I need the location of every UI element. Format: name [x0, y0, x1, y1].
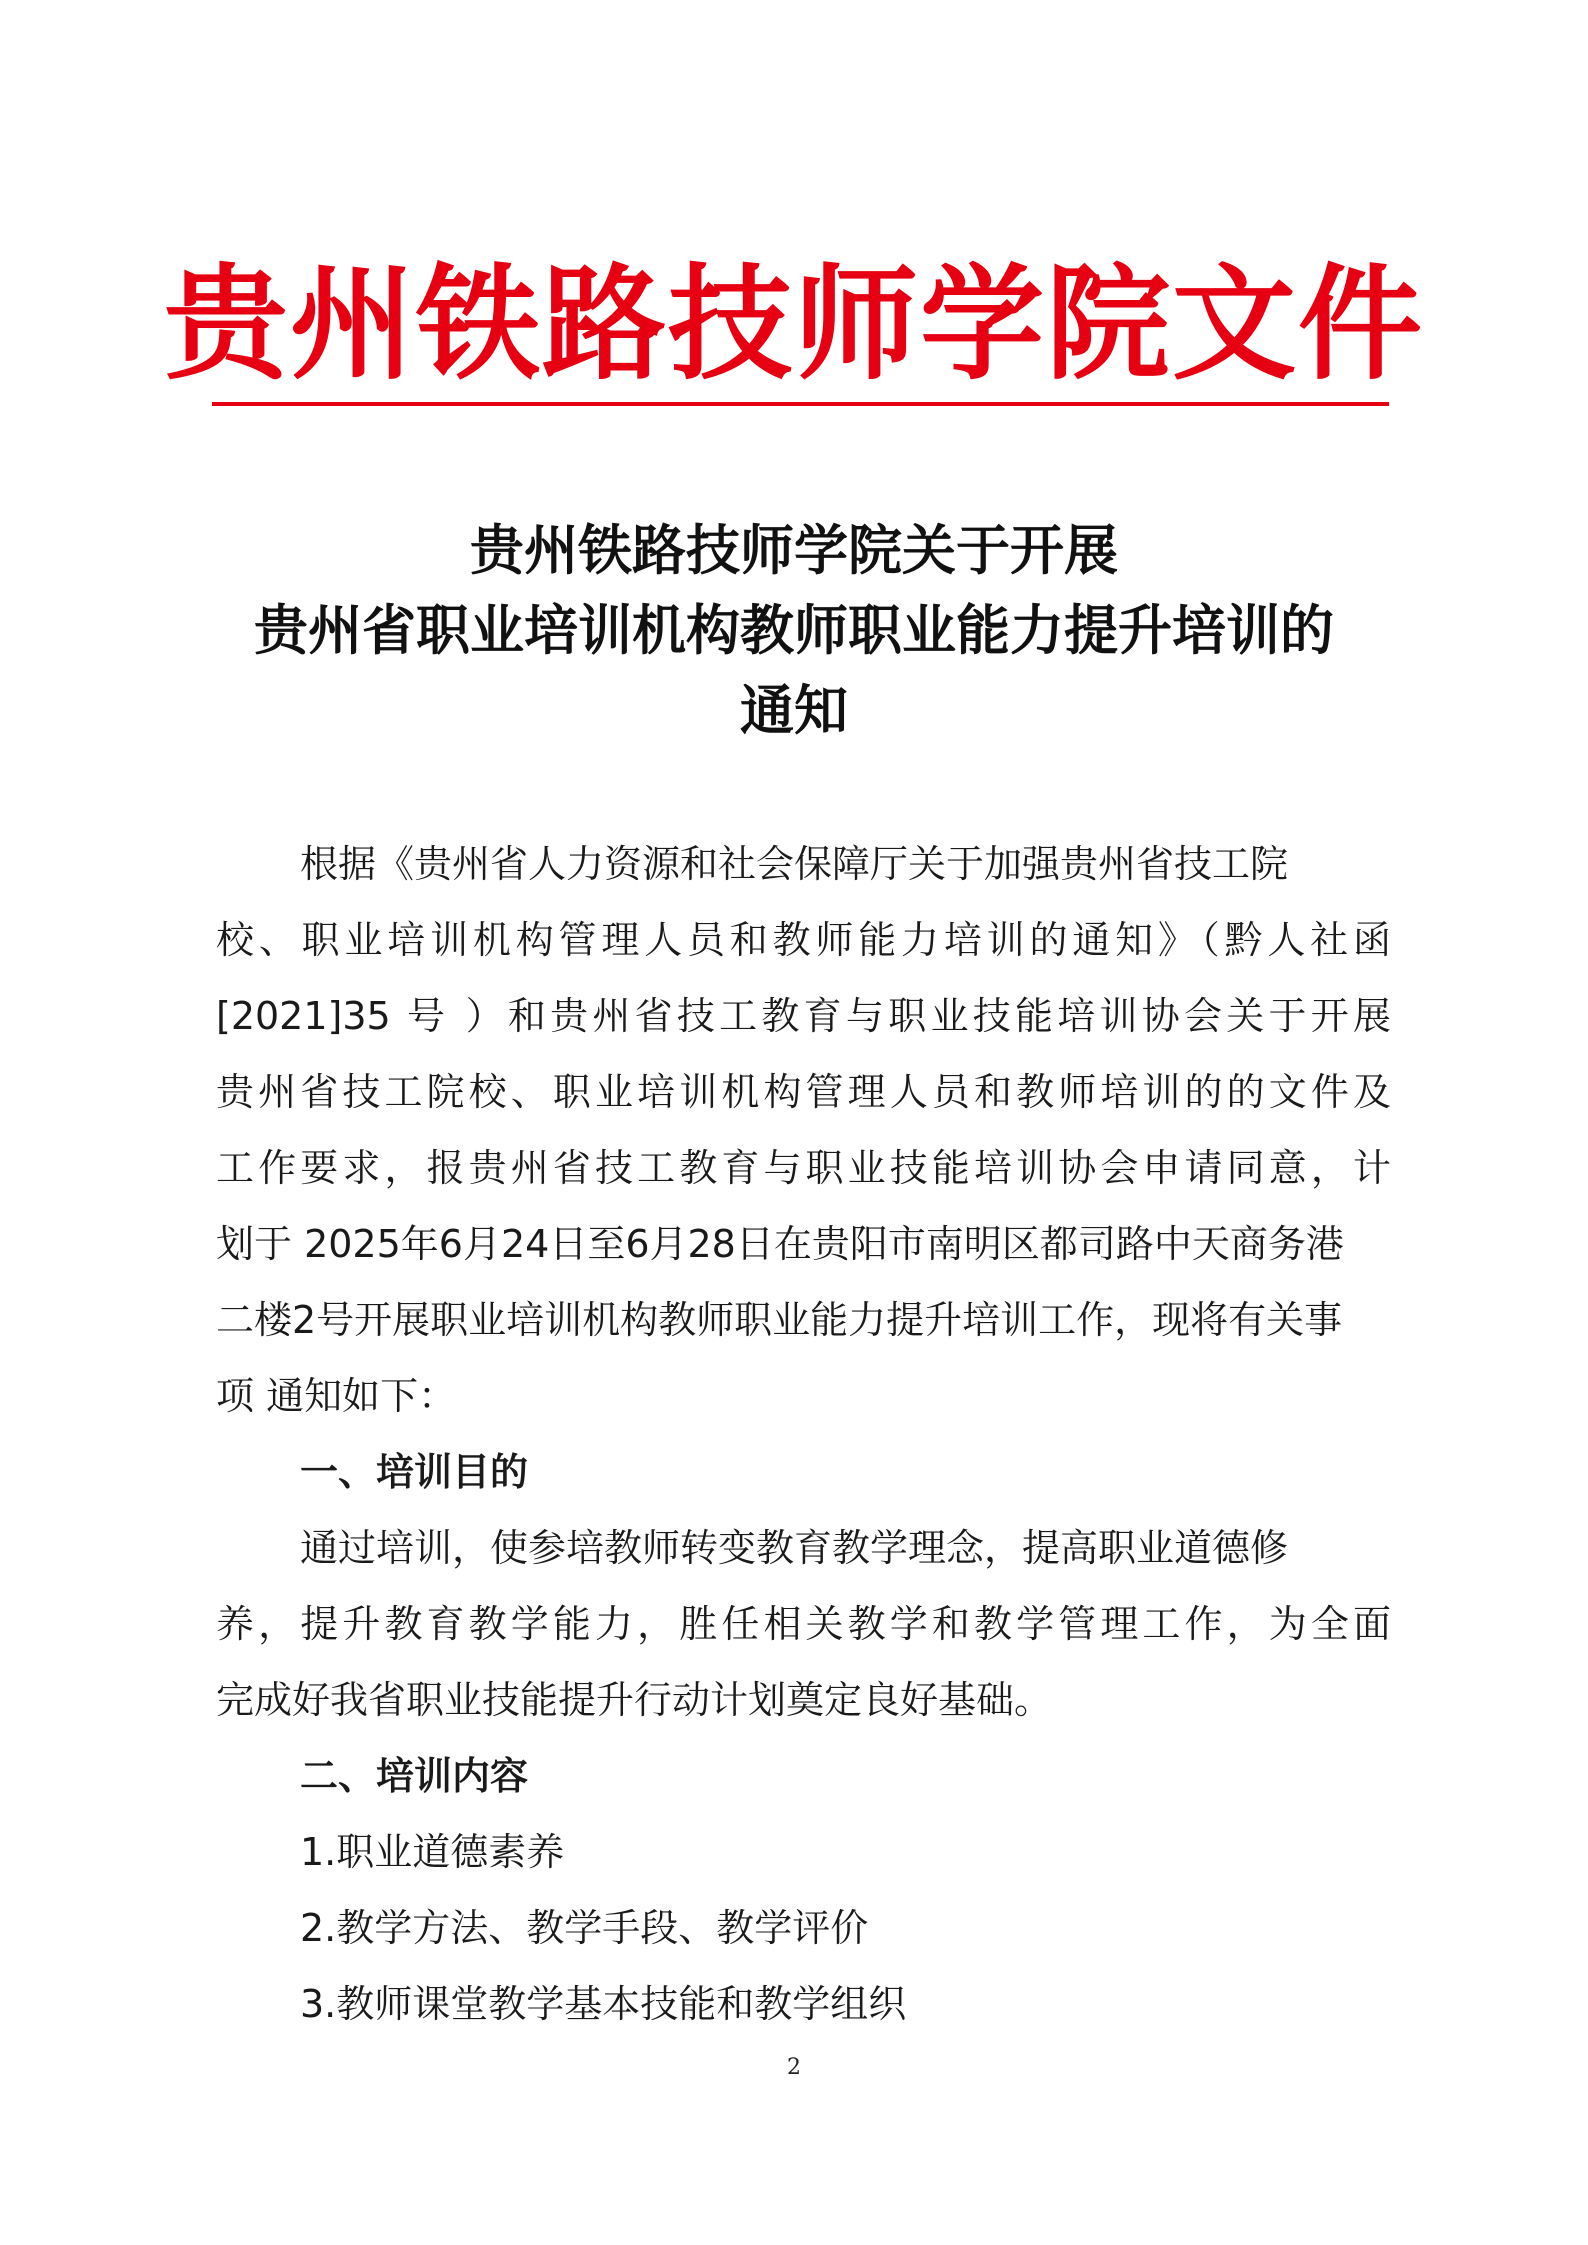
page-number: 2: [787, 2055, 801, 2080]
intro-line: 校、职业培训机构管理人员和教师能力培训的通知》（黔人社函: [216, 918, 1391, 962]
title-line-1: 贵州铁路技师学院关于开展: [470, 518, 1118, 582]
intro-line: 项 通知如下：: [216, 1374, 457, 1418]
intro-line: 工作要求，报贵州省技工教育与职业技能培训协会申请同意，计: [216, 1146, 1391, 1190]
intro-line: 二楼2号开展职业培训机构教师职业能力提升培训工作，现将有关事: [216, 1298, 1343, 1342]
section-heading-purpose: 一、培训目的: [300, 1450, 529, 1494]
intro-line: 贵州省技工院校、职业培训机构管理人员和教师培训的的文件及: [216, 1070, 1391, 1114]
content-list-item: 1.职业道德素养: [300, 1830, 565, 1874]
title-line-3: 通知: [740, 678, 848, 742]
title-line-2: 贵州省职业培训机构教师职业能力提升培训的: [254, 598, 1334, 662]
intro-line: [2021]35 号 ）和贵州省技工教育与职业技能培训协会关于开展: [216, 994, 1391, 1038]
masthead-red-divider: [212, 402, 1389, 406]
document-title: [150, 510, 1438, 750]
document-body: [216, 826, 1391, 2042]
intro-line: 根据《贵州省人力资源和社会保障厅关于加强贵州省技工院: [300, 842, 1289, 886]
purpose-line: 养，提升教育教学能力，胜任相关教学和教学管理工作，为全面: [216, 1602, 1391, 1646]
content-list-item: 3.教师课堂教学基本技能和教学组织: [300, 1982, 907, 2026]
section-heading-content: 二、培训内容: [300, 1754, 529, 1798]
intro-line: 划于 2025年6月24日至6月28日在贵阳市南明区都司路中天商务港: [216, 1222, 1344, 1266]
purpose-line: 完成好我省职业技能提升行动计划奠定良好基础。: [216, 1678, 1053, 1722]
purpose-line: 通过培训，使参培教师转变教育教学理念，提高职业道德修: [300, 1526, 1289, 1570]
content-list-item: 2.教学方法、教学手段、教学评价: [300, 1906, 869, 1950]
document-masthead: 贵州铁路技师学院文件: [163, 252, 1424, 397]
